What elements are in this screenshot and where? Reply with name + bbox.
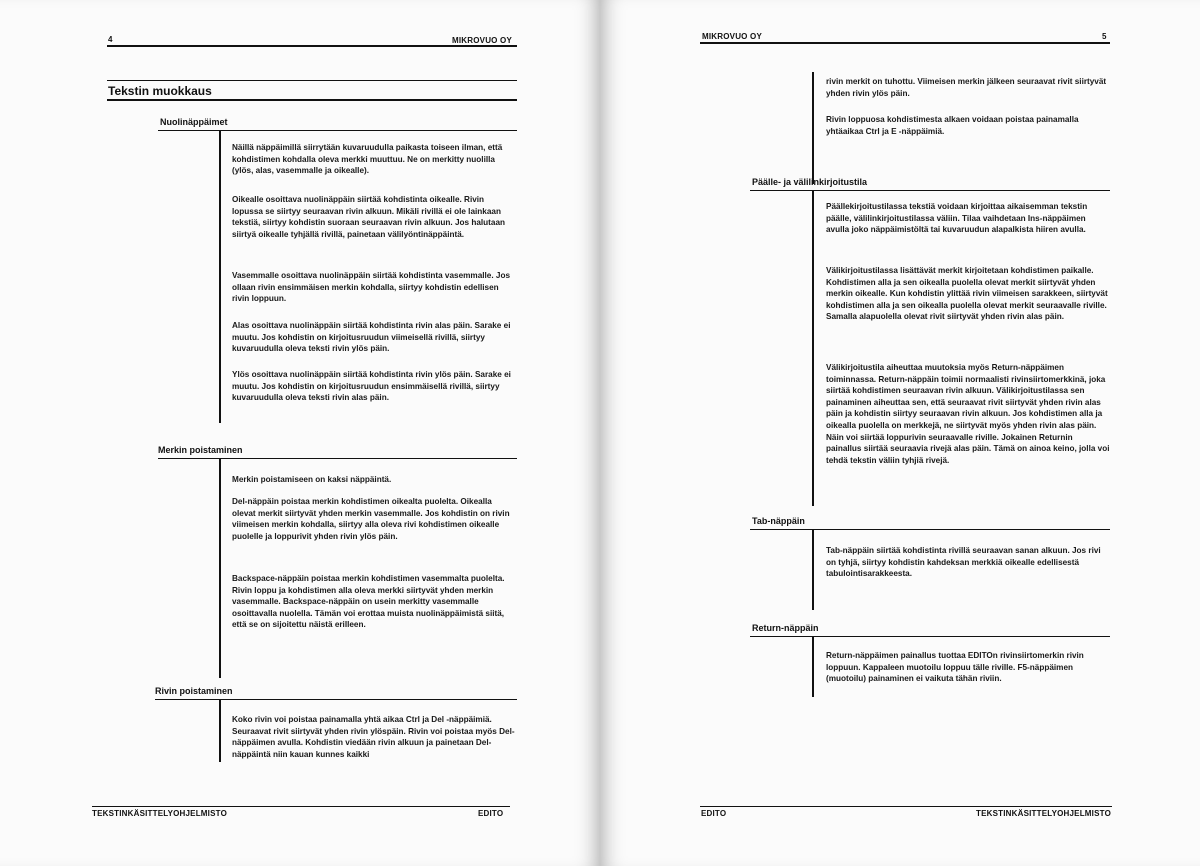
- section-rule: [158, 130, 517, 131]
- paragraph: rivin merkit on tuhottu. Viimeisen merkin jälkeen seuraavat rivit siirtyvät yhden rivin ylös päin.: [826, 77, 1107, 98]
- left-footer-rule: [92, 806, 510, 807]
- left-footer-edito: EDITO: [478, 809, 504, 818]
- right-footer-rule: [700, 806, 1112, 807]
- left-page-number: 4: [108, 35, 113, 44]
- section-rule: [750, 529, 1110, 530]
- right-footer-title: TEKSTINKÄSITTELYOHJELMISTO: [976, 809, 1111, 818]
- section-heading-tab-nappain: Tab-näppäin: [752, 516, 805, 526]
- margin-bar: [219, 131, 221, 423]
- paragraph: Alas osoittava nuolinäppäin siirtää kohdistinta rivin alas päin. Sarake ei muutu. Jos kohdistin on kirjoitusruudun viimeisellä rivillä, siirtyy kuvaruudulla oleva teksti rivin ylös päin.: [232, 321, 511, 354]
- title-top-rule: [107, 80, 517, 81]
- right-page: [600, 0, 1200, 866]
- section-rule: [750, 190, 1110, 191]
- paragraph: Päällekirjoitustilassa tekstiä voidaan kirjoittaa aikaisemman tekstin päälle, välilinkirjoitustilassa väliin. Tilaa vaihdetaan Ins-näppäimen avulla joko näppäimistöltä tai kuvaruudun alapalkista hiiren avulla.: [826, 202, 1088, 235]
- section-heading-merkin-poistaminen: Merkin poistaminen: [158, 445, 243, 455]
- left-header-rule: [107, 45, 517, 47]
- right-page-number: 5: [1102, 32, 1107, 41]
- left-running-header: MIKROVUO OY: [452, 36, 512, 45]
- section-rule: [158, 458, 517, 459]
- margin-bar: [812, 637, 814, 697]
- section-heading-return-nappain: Return-näppäin: [752, 623, 819, 633]
- page-title: Tekstin muokkaus: [108, 84, 212, 98]
- paragraph: Näillä näppäimillä siirrytään kuvaruudulla paikasta toiseen ilman, että kohdistimen kohdalla oleva merkki muuttuu. Ne on merkitty nuolilla (ylös, alas, vasemmalle ja oikealle).: [232, 143, 503, 176]
- margin-bar: [812, 191, 814, 506]
- paragraph: Oikealle osoittava nuolinäppäin siirtää kohdistinta oikealle. Rivin lopussa se siirtyy seuraavan rivin alkuun. Mikäli rivillä ei ole lainkaan tekstiä, siirtyy kohdistin suoraan seuraavan rivin alkuun. Jos halutaan siirtyä oikealle tyhjällä rivillä, painetaan välilyöntinäppäintä.: [232, 195, 506, 239]
- paragraph: Tab-näppäin siirtää kohdistinta rivillä seuraavan sanan alkuun. Jos rivi on tyhjä, siirtyy kohdistin kahdeksan merkkiä oikealle edellisestä tabulointisarakkeesta.: [826, 546, 1101, 579]
- right-header-rule: [700, 42, 1110, 44]
- paragraph: Vasemmalle osoittava nuolinäppäin siirtää kohdistinta vasemmalle. Jos ollaan rivin ensimmäisen merkin kohdalla, siirtyy kohdistin edellisen rivin loppuun.: [232, 271, 511, 304]
- paragraph: Välikirjoitustila aiheuttaa muutoksia myös Return-näppäimen toiminnassa. Return-näppäin toimii normaalisti rivinsiirtomerkkinä, joka siirtää kohdistimen seuraavan rivin alkuun. Välikirjoitustilassa sen painaminen aiheuttaa sen, että seuraavat rivit siirtyvät yhden rivin alas päin ja kohdistin siirtyy seuraavan rivin alkuun. Jos kohdistimen alla ja oikealla puolella on merkkejä, ne siirtyvät myös yhden rivin alas päin. Näin voi siirtää loppurivin seuraavalle riville. Jokainen Returnin painallus siirtää seuraavia rivejä alas päin. Tämä on ainoa keino, jolla voi tehdä tekstin väliin tyhjiä rivejä.: [826, 363, 1110, 465]
- section-rule: [155, 699, 517, 700]
- paragraph: Backspace-näppäin poistaa merkin kohdistimen vasemmalta puolelta. Rivin loppu ja kohdistimen alla oleva merkki siirtyvät yhden merkin vasemmalle. Backspace-näppäin on usein merkitty vasemmalle osoittavalla nuolella. Tämän voi erottaa muista nuolinäppäimistä siitä, että se on sijoitettu näistä erilleen.: [232, 574, 505, 630]
- section-heading-nuolinappaimet: Nuolinäppäimet: [160, 117, 228, 127]
- paragraph: Return-näppäimen painallus tuottaa EDITOn rivinsiirtomerkin rivin loppuun. Kappaleen muotoilu loppuu tälle riville. F5-näppäimen (muotoilu) painaminen ei vaikuta tähän riviin.: [826, 651, 1084, 684]
- margin-bar: [219, 459, 221, 678]
- title-bottom-rule: [107, 99, 517, 101]
- section-heading-paalle-valikirjoitustila: Päälle- ja välilinkirjoitustila: [752, 177, 868, 187]
- left-footer-title: TEKSTINKÄSITTELYOHJELMISTO: [92, 809, 227, 818]
- right-footer-edito: EDITO: [701, 809, 727, 818]
- paragraph: Koko rivin voi poistaa painamalla yhtä aikaa Ctrl ja Del -näppäimiä. Seuraavat rivit siirtyvät yhden rivin ylöspäin. Rivin voi poistaa myös Del-näppäimen avulla. Kohdistin viedään rivin alkuun ja painetaan Del-näppäintä niin kauan kunnes kaikki: [232, 715, 515, 759]
- paragraph: Ylös osoittava nuolinäppäin siirtää kohdistinta rivin ylös päin. Sarake ei muutu. Jos kohdistin on kirjoitusruudun ensimmäisellä rivillä, siirtyy kuvaruudulla oleva teksti rivin alas päin.: [232, 370, 511, 403]
- margin-bar: [812, 530, 814, 610]
- margin-bar: [812, 72, 814, 184]
- paragraph: Rivin loppuosa kohdistimesta alkaen voidaan poistaa painamalla yhtäaikaa Ctrl ja E -näppäimiä.: [826, 115, 1079, 136]
- section-heading-rivin-poistaminen: Rivin poistaminen: [155, 686, 233, 696]
- section-rule: [750, 636, 1110, 637]
- right-running-header: MIKROVUO OY: [702, 32, 762, 41]
- paragraph: Välikirjoitustilassa lisättävät merkit kirjoitetaan kohdistimen paikalle. Kohdistimen alla ja sen oikealla puolella olevat merkit siirtyvät yhden merkin oikealle. Kun kohdistin ylittää rivin viimeisen sarakkeen, siirtyvät kohdistimen alla ja sen oikealla puolella olevat merkit seuraavalle riville. Samalla alapuolella olevat rivit siirtyvät yhden rivin alas päin.: [826, 266, 1108, 322]
- paragraph: Del-näppäin poistaa merkin kohdistimen oikealta puolelta. Oikealla olevat merkit siirtyvät yhden merkin vasemmalle. Jos kohdistin on rivin viimeisen merkin kohdalla, siirtyy alla oleva rivi kohdistimen oikealle puolelle ja loppurivit yhden rivin ylös päin.: [232, 497, 510, 541]
- margin-bar: [219, 700, 221, 762]
- paragraph: Merkin poistamiseen on kaksi näppäintä.: [232, 475, 392, 484]
